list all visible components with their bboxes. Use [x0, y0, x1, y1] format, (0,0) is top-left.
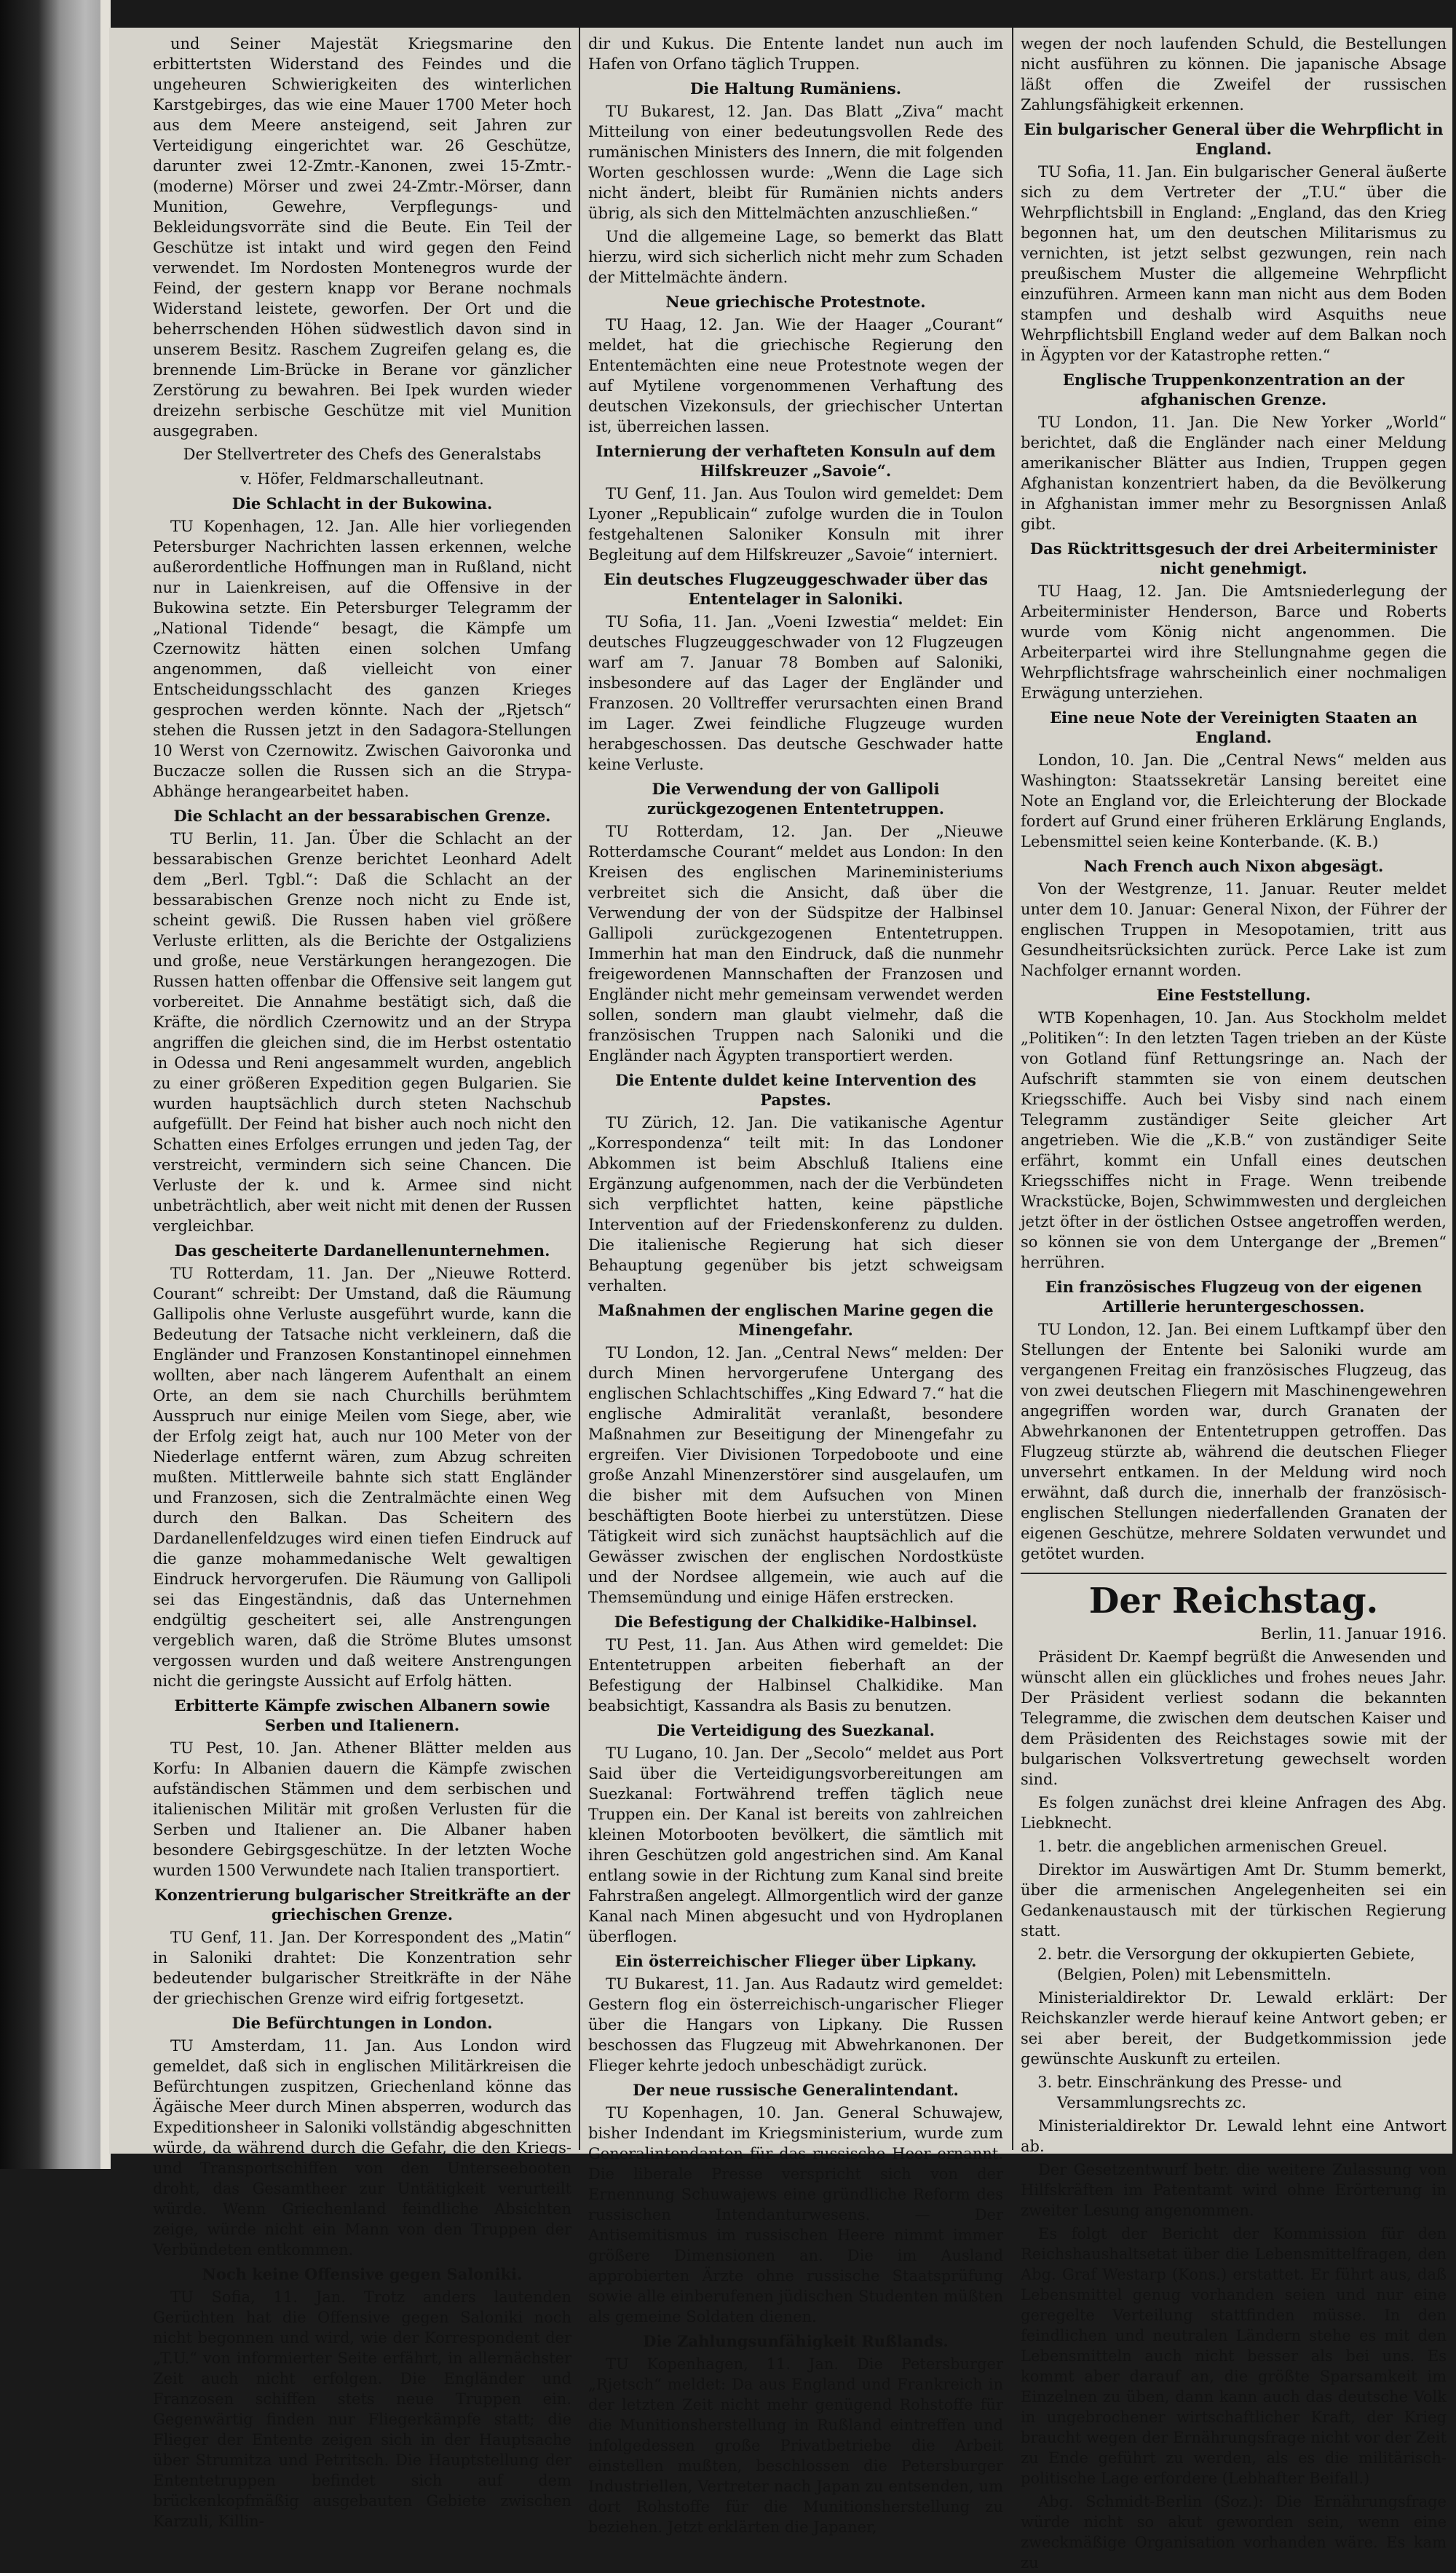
section-masthead: Der Reichstag. — [1088, 1581, 1379, 1621]
headline: Internierung der verhafteten Konsuln auf dem Hilfskreuzer „Savoie“. — [596, 442, 996, 480]
article-text: Von der Westgrenze, 11. Januar. Reuter meldet unter dem 10. Januar: General Nixon, der Führer der englischen Truppen in Mesopotamien, tritt aus Gesundheitsrücksichten zurück. Perce Lake ist zum Nachfolger ernannt worden. — [1021, 880, 1447, 979]
article-text: TU Sofia, 11. Jan. Ein bulgarischer General äußerte sich zu dem Vertreter der „T.U.“ über die Wehrpflichtsbill in England: „England, das den Krieg begonnen hat, um den deutschen Militarismus zu vernichten, ist jetzt selbst gezwungen, rein nach preußischem Muster die allgemeine Wehrpflicht einzuführen. Armeen kann man nicht aus dem Boden stampfen und deshalb wird Asquiths neue Wehrpflichtsbill England weder auf dem Balkan noch in Ägypten vor der Katastrophe retten.“ — [1021, 163, 1447, 364]
article-text: TU Sofia, 11. Jan. Trotz anders lautenden Gerüchten hat die Offensive gegen Saloniki noch nicht begonnen und wird, wie der Korrespondent der „T.U.“ von informierter Seite erfährt, in allernächster Zeit auch nicht erfolgen. Die Engländer und Franzosen schiffen stets neue Truppen ein. Gegenwärtig finden nur Fliegerkämpfe statt; die Flieger der Entente zeigen sich in der Hauptsache über Strumitza und Petritsch. Die Hauptstellung der Ententetruppen befindet sich auf dem brückenkopfmäßig ausgebauten Gebiete zwischen Karzuli, Killin- — [153, 2288, 571, 2530]
article-text: TU Zürich, 12. Jan. Die vatikanische Agentur „Korrespondenza“ teilt mit: In das Londoner Abkommen ist beim Abschluß Italiens eine Ergänzung aufgenommen, nach der die Verbündeten sich verpflichtet hatten, keine päpstliche Intervention auf der Friedenskonferenz zu dulden. Die italienische Regierung hat sich dieser Behauptung gegenüber bis jetzt schweigsam verhalten. — [588, 1114, 1003, 1295]
article-text: TU London, 11. Jan. Die New Yorker „World“ berichtet, daß die Engländer nach einer Meldung amerikanischer Blätter aus Indien, Truppen gegen Afghanistan konzentriert haben, da die Bevölkerung in Afghanistan immer mehr zu Besorgnissen Anlaß gibt. — [1021, 414, 1447, 533]
signature-line: v. Höfer, Feldmarschalleutnant. — [240, 470, 484, 488]
article-text: London, 10. Jan. Die „Central News“ melden aus Washington: Staatssekretär Lansing bereitet eine Note an England vor, die Erleichterung der Blockade fordert auf Grund einer früheren Erklärung Englands, Lebensmittel seien keine Konterbande. (K. B.) — [1021, 751, 1447, 850]
inquiry-item: 3. betr. Einschränkung des Presse- und Versammlungsrechts zc. — [1057, 2072, 1447, 2113]
headline: Noch keine Offensive gegen Saloniki. — [202, 2265, 523, 2283]
article-text: Und die allgemeine Lage, so bemerkt das Blatt hierzu, wird sich sicherlich nicht mehr zum Schaden der Mittelmächte ändern. — [588, 228, 1003, 286]
headline: Die Befürchtungen in London. — [232, 2014, 493, 2032]
headline: Englische Truppenkonzentration an der afghanischen Grenze. — [1062, 371, 1405, 408]
column-3 — [1021, 33, 1447, 2572]
inquiry-item: 1. betr. die angeblichen armenischen Greuel. — [1057, 1836, 1447, 1857]
article-text: Ministerialdirektor Dr. Lewald erklärt: Der Reichskanzler werde hierauf keine Antwort geben; er sei aber bereit, der Budgetkommission jede gewünschte Auskunft zu erteilen. — [1021, 1989, 1447, 2068]
headline: Erbitterte Kämpfe zwischen Albanern sowie Serben und Italienern. — [174, 1696, 550, 1734]
article-text: TU Genf, 11. Jan. Der Korrespondent des „Matin“ in Saloniki drahtet: Die Konzentration sehr bedeutender bulgarischer Streitkräfte in der Nähe der griechischen Grenze wird eifrig fortgesetzt. — [153, 1929, 571, 2007]
headline: Die Verteidigung des Suezkanal. — [657, 1721, 935, 1739]
inquiry-list — [1021, 2072, 1447, 2113]
article-text: Präsident Dr. Kaempf begrüßt die Anwesenden und wünscht allen ein glückliches und frohes neues Jahr. Der Präsident verliest sodann die bekannten Telegramme, die zwischen dem deutschen Kaiser und dem Präsidenten des Reichstages sowie mit der bulgarischen Volksvertretung gewechselt worden sind. — [1021, 1648, 1447, 1788]
headline: Eine Feststellung. — [1156, 986, 1311, 1004]
article-text: Direktor im Auswärtigen Amt Dr. Stumm bemerkt, über die armenischen Angelegenheiten sei ein Gedankenaustausch mit der türkischen Regierung statt. — [1021, 1861, 1447, 1940]
headline: Die Haltung Rumäniens. — [689, 79, 902, 98]
headline: Maßnahmen der englischen Marine gegen die Minengefahr. — [598, 1301, 994, 1339]
article-text: und Seiner Majestät Kriegsmarine den erbittertsten Widerstand des Feindes und die ungeheuren Schwierigkeiten des winterlichen Karstgebirges, das wie eine Mauer 1700 Meter hoch aus dem Meere ansteigend, seit Jahren zur Verteidigung eingerichtet war. 26 Geschütze, darunter zwei 12-Zmtr.-Kanonen, zwei 15-Zmtr.-(moderne) Mörser und zwei 24-Zmtr.-Mörser, dann Munition, Gewehre, Verpflegungs- und Bekleidungsvorräte sind die Beute. Ein Teil der Geschütze ist intakt und wird gegen den Feind verwendet. Im Nordosten Montenegros wurde der Feind, der gestern knapp vor Berane nochmals Widerstand leistete, geworfen. Der Ort und die beherrschenden Höhen südwestlich davon sind in unserem Besitz. Raschem Zugreifen gelang es, die brennende Lim-Brücke in Berane vor gänzlicher Zerstörung zu bewahren. Bei Ipek wurden wieder dreizehn serbische Geschütze mit viel Munition ausgegraben. — [153, 35, 571, 440]
article-text: Es folgen zunächst drei kleine Anfragen des Abg. Liebknecht. — [1021, 1794, 1447, 1832]
article-text: WTB Kopenhagen, 10. Jan. Aus Stockholm meldet „Politiken“: In den letzten Tagen trieben an der Küste von Gotland fünf Rettungsringe an. Nach der Aufschrift stammten sie von einem deutschen Kriegsschiffe. Auch bei Visby sind nach einem Telegramm zuständiger Seite gleicher Art angetrieben. Wie die „K.B.“ von zuständiger Seite erfährt, kommt ein Unfall eines deutschen Kriegsschiffes nicht in Frage. Wenn treibende Wrackstücke, Bojen, Schwimmwesten und dergleichen jetzt öfter in der östlichen Ostsee angetroffen werden, so können sie von dem Untergange der „Bremen“ herrühren. — [1021, 1009, 1447, 1271]
column-rule — [579, 28, 580, 2150]
article-text: TU Rotterdam, 12. Jan. Der „Nieuwe Rotterdamsche Courant“ meldet aus London: In den Kreisen des englischen Marineministeriums verbreitet sich die Ansicht, daß über die Verwendung der von der Südspitze der Halbinsel Gallipoli zurückgezogenen Ententetruppen. Immerhin hat man den Eindruck, daß die nunmehr freigewordenen Mannschaften der Franzosen und Engländer nicht mehr gemeinsam verwendet werden sollen, sondern man glaubt vielmehr, daß die französischen Truppen nach Saloniki und die Engländer nach Ägypten transportiert werden. — [588, 823, 1003, 1064]
headline: Nach French auch Nixon abgesägt. — [1083, 857, 1384, 875]
headline: Neue griechische Protestnote. — [665, 293, 926, 311]
article-text: TU Pest, 10. Jan. Athener Blätter melden aus Korfu: In Albanien dauern die Kämpfe zwischen aufständischen Stämmen und dem serbischen und italienischen Militär mit großen Verlusten für die Serben und Italiener an. Die Albaner haben besondere Gebirgsgeschütze. In der letzten Woche wurden 1500 Verwundete nach Italien transportiert. — [153, 1739, 571, 1879]
article-text: TU Bukarest, 11. Jan. Aus Radautz wird gemeldet: Gestern flog ein österreichisch-ungarischer Flieger über die Hangars von Lipkany. Die Russen beschossen das Flugzeug mit Abwehrkanonen. Der Flieger kehrte jedoch unbeschädigt zurück. — [588, 1975, 1003, 2074]
inquiry-item: 2. betr. die Versorgung der okkupierten Gebiete, (Belgien, Polen) mit Lebensmitteln. — [1057, 1944, 1447, 1985]
article-text: TU Haag, 12. Jan. Wie der Haager „Courant“ meldet, hat die griechische Regierung den Ententemächten eine neue Protestnote wegen der auf Mytilene vorgenommenen Verhaftung des deutschen Vizekonsuls, der griechischer Untertan ist, überreichen lassen. — [588, 316, 1003, 435]
headline: Eine neue Note der Vereinigten Staaten an England. — [1050, 708, 1417, 746]
article-text: TU Sofia, 11. Jan. „Voeni Izwestia“ meldet: Ein deutsches Flugzeuggeschwader von 12 Flugzeugen warf am 7. Januar 78 Bomben auf Saloniki, insbesondere auf das Lager der Engländer und Franzosen. 20 Volltreffer verursachten einen Brand im Lager. Zwei feindliche Flugzeuge wurden herabgeschossen. Das deutsche Geschwader hatte keine Verluste. — [588, 613, 1003, 773]
headline: Konzentrierung bulgarischer Streitkräfte an der griechischen Grenze. — [154, 1886, 571, 1924]
headline: Ein österreichischer Flieger über Lipkany. — [614, 1952, 977, 1970]
article-text: Abg. Schmidt-Berlin (Soz.): Die Ernährungsfrage würde nicht so akut geworden sein, wenn eine zweckmäßige Organisation vorhanden wäre. Es kam zu — [1021, 2493, 1447, 2572]
article-text: TU Haag, 12. Jan. Die Amtsniederlegung der Arbeiterminister Henderson, Barce und Roberts wurde vom König nicht angenommen. Die Arbeiterpartei wird ihre Stellungnahme gegen die Wehrpflichtsfrage wahrscheinlich einer nochmaligen Erwägung unterziehen. — [1021, 582, 1447, 702]
article-text: TU Genf, 11. Jan. Aus Toulon wird gemeldet: Dem Lyoner „Republicain“ zufolge wurden die in Toulon festgehaltenen Saloniker Konsuln mit ihrer Begleitung auf dem Hilfskreuzer „Savoie“ interniert. — [588, 485, 1003, 564]
headline: Ein bulgarischer General über die Wehrpflicht in England. — [1024, 120, 1444, 158]
article-text: TU Pest, 11. Jan. Aus Athen wird gemeldet: Die Ententetruppen arbeiten fieberhaft an der Befestigung der Halbinsel Chalkidike. Man beabsichtigt, Kassandra als Basis zu benutzen. — [588, 1636, 1003, 1715]
article-text: TU Berlin, 11. Jan. Über die Schlacht an der bessarabischen Grenze berichtet Leonhard Adelt dem „Berl. Tgbl.“: Daß die Schlacht an der bessarabischen Grenze noch nicht zu Ende ist, scheint gewiß. Die Russen haben viel größere Verluste erlitten, als die Berichte der Ostgaliziens und große, neue Verstärkungen herangezogen. Die Russen hatten offenbar die Offensive seit langem gut vorbereitet. Die Annahme bestätigt sich, daß die Kräfte, die nördlich Czernowitz und an der Strypa angriffen die gleichen sind, die im Herbst ostentatio in Odessa und Reni angesammelt wurden, angeblich zu einer größeren Expedition gegen Bulgarien. Sie wurden hauptsächlich durch steten Nachschub aufgefüllt. Der Feind hat bisher auch noch nicht den Schatten eines Erfolges errungen und jeden Tag, der verstreicht, vermindern sich seine Chancen. Die Verluste der k. und k. Armee sind nicht unbeträchtlich, aber weit nicht mit denen der Russen vergleichbar. — [153, 830, 571, 1235]
article-text: TU Amsterdam, 11. Jan. Aus London wird gemeldet, daß sich in englischen Militärkreisen die Befürchtungen zuspitzen, Griechenland könne das Ägäische Meer durch Minen absperren, wodurch das Expeditionsheer in Saloniki vollständig abgeschnitten würde, da während durch die Gefahr, die den Kriegs- und Transportschiffen von den Unterseebooten droht, das Gesamtheer zur Untätigkeit verurteilt würde. Wenn Griechenland feindliche Absichten zeige, würde nicht ein Mann von den Truppen der Verbündeten entkommen. — [153, 2037, 571, 2258]
headline: Die Schlacht an der bessarabischen Grenze. — [173, 807, 551, 825]
article-text: Es folgt der Bericht der Kommission für den Reichshaushaltsetat über die Lebensmittelfragen, den Abg. Graf Westarp (Kons.) erstattet. Er führt aus, daß Lebensmittel genug vorhanden seien und nur eine geregelte Verteilung stattfinden müsse. In den feindlichen und neutralen Ländern stehe es mit den Lebensmitteln auch nicht besser als bei uns. Es kommt aber darauf an, die größte Sparsamkeit im Einzelnen zu üben, dann kann auch das deutsche Volk in ungebrochener wirtschaftlicher Kraft, der Krieg braucht wegen der Ernährungsfrage nicht vor der Zeit zu Ende geführt zu werden, als es die militärisch-politische Lage erfordere (Lebhafter Beifall.) — [1021, 2225, 1447, 2487]
article-text: Der Gesetzentwurf betr. die weitere Zulassung von Hilfskräften im Patentamt wird ohne Erörterung in zweiter Lesung angenommen. — [1021, 2161, 1447, 2219]
article-text: TU Kopenhagen, 10. Jan. General Schuwajew, bisher Indendant im Kriegsministerium, wurde zum Generalintendanten für das russische Heer ernannt. Die liberale Presse verspricht sich von der Ernennung Schuwajews eine gründliche Reform des russischen Intendanturwesens. — Der Antisemitismus im russischen Heere nimmt immer größere Dimensionen an. Die im Ausland approbierten Ärzte ohne russische Staatsprüfung sowie alle einberufenen jüdischen Studenten müßten als gemeine Soldaten dienen. — [588, 2104, 1003, 2325]
headline: Das gescheiterte Dardanellenunternehmen. — [174, 1241, 550, 1260]
article-text: TU Rotterdam, 11. Jan. Der „Nieuwe Rotterd. Courant“ schreibt: Der Umstand, daß die Räumung Gallipolis ohne Verluste ausgeführt wurde, kann die Bedeutung der Tatsache nicht verkleinern, daß die Engländer und Franzosen Konstantinopel einnehmen wollten, aber nach längerem Aufenthalt an einem Orte, an dem sie nach Churchills berühmtem Ausspruch nur einige Meilen vom Siege, aber, wie der Erfolg zeigt hat, auch nur 100 Meter von der Niederlage entfernt wären, zum Abzug schreiten mußten. Mittlerweile bahnte sich statt Engländer und Franzosen, sich die Zentralmächte einen Weg durch den Balkan. Das Scheitern des Dardanellenfeldzuges wird einen tiefen Eindruck auf die ganze mohammedanische Welt gewaltigen Eindruck hervorgerufen. Die Räumung von Gallipoli sei das Eingeständnis, daß das Unternehmen endgültig gescheitert sei, alle Anstrengungen vergeblich waren, daß die Ströme Blutes umsonst vergossen wurden und daß weitere Anstrengungen nicht die geringste Aussicht auf Erfolg hätten. — [153, 1265, 571, 1690]
headline: Ein französisches Flugzeug von der eigenen Artillerie heruntergeschossen. — [1045, 1278, 1423, 1316]
book-binding — [0, 0, 109, 2169]
section-divider — [1021, 1573, 1447, 1574]
headline: Der neue russische Generalintendant. — [633, 2081, 959, 2099]
column-2 — [588, 33, 1003, 2536]
article-text: wegen der noch laufenden Schuld, die Bestellungen nicht ausführen zu können. Die japanische Absage läßt offen die Zweifel der russischen Zahlungsfähigkeit erkennen. — [1021, 35, 1447, 114]
headline: Ein deutsches Flugzeuggeschwader über das Ententelager in Saloniki. — [604, 570, 988, 608]
signature-line: Der Stellvertreter des Chefs des Generalstabs — [183, 446, 542, 463]
article-text: Ministerialdirektor Dr. Lewald lehnt eine Antwort ab. — [1021, 2117, 1447, 2155]
headline: Die Schlacht in der Bukowina. — [232, 494, 493, 513]
article-text: dir und Kukus. Die Entente landet nun auch im Hafen von Orfano täglich Truppen. — [588, 35, 1003, 73]
article-text: TU London, 12. Jan. Bei einem Luftkampf über den Stellungen der Entente bei Saloniki wurde am vergangenen Freitag ein französisches Flugzeug, das von zwei deutschen Fliegern mit Maschinengewehren angegriffen worden war, durch Granaten der Abwehrkanonen der Ententetruppen getroffen. Das Flugzeug stürzte ab, während die deutschen Flieger unversehrt entkamen. In der Meldung wird noch erwähnt, daß durch die, innerhalb der französisch-englischen Stellungen niederfallenden Granaten der eigenen Geschütze, mehrere Soldaten verwundet und getötet wurden. — [1021, 1321, 1447, 1562]
newspaper-page — [109, 28, 1452, 2572]
article-text: TU Kopenhagen, 12. Jan. Alle hier vorliegenden Petersburger Nachrichten lassen erkennen, welche außerordentliche Hoffnungen man in Rußland, nicht nur in Laienkreisen, auf die Offensive in der Bukowina setzte. Ein Petersburger Telegramm der „National Tidende“ besagt, die Kämpfe um Czernowitz hätten einen solchen Umfang angenommen, daß vielleicht von einer Entscheidungsschlacht des ganzen Krieges gesprochen werden könnte. Nach der „Rjetsch“ stehen die Russen jetzt in den Sadagora-Stellungen 10 Werst von Czernowitz. Zwischen Gaivoronka und Buczacze sollen die Russen sich an die Strypa-Abhänge herangearbeitet haben. — [153, 518, 571, 800]
inquiry-list — [1021, 1836, 1447, 1857]
headline: Das Rücktrittsgesuch der drei Arbeiterminister nicht genehmigt. — [1029, 540, 1438, 577]
article-text: TU Kopenhagen, 11. Jan. Die Petersburger „Rjetsch“ meldet: Da aus England und Frankreich in der letzten Zeit nicht mehr genügend Rohstoffe für die Munitionsherstellung in Rußland eintreffen und infolgedessen große Privatbetriebe die Arbeit einstellen mußten, beschlossen die Petersburger Industriellen, Vertreter nach Japan zu entsenden, um dort Rohstoffe für die Munitionsherstellung zu beziehen. Jetzt erklärten die Japaner, — [588, 2355, 1003, 2536]
headline: Die Entente duldet keine Intervention des Papstes. — [615, 1071, 976, 1109]
column-rule — [1012, 28, 1013, 2150]
headline: Die Verwendung der von Gallipoli zurückgezogenen Ententetruppen. — [646, 780, 945, 818]
article-text: TU London, 12. Jan. „Central News“ melden: Der durch Minen hervorgerufene Untergang des englischen Schlachtschiffes „King Edward 7.“ hat die englische Admiralität veranlaßt, besondere Maßnahmen zur Beseitigung der Minengefahr zu ergreifen. Vier Divisionen Torpedoboote und eine große Anzahl Minenzerstörer sind ausgelaufen, um die bisher mit dem Aufsuchen von Minen beschäftigten Boote hierbei zu unterstützen. Diese Tätigkeit wird sich zunächst hauptsächlich auf die Gewässer zwischen der englischen Nordostküste und der Nordsee allgemein, wie auch auf die Themsemündung und einige Häfen erstrecken. — [588, 1344, 1003, 1606]
headline: Die Befestigung der Chalkidike-Halbinsel. — [614, 1613, 978, 1631]
headline: Die Zahlungsunfähigkeit Rußlands. — [643, 2332, 949, 2350]
inquiry-list — [1021, 1944, 1447, 1985]
article-text: TU Lugano, 10. Jan. Der „Secolo“ meldet aus Port Said über die Verteidigungsvorbereitungen am Suezkanal: Fortwährend treffen täglich neue Truppen ein. Der Kanal ist bereits von zahlreichen kleinen Motorbooten bevölkert, die sämtlich mit ihren Geschützen gold angestrichen sind. Am Kanal entlang sowie in der Richtung zum Kanal sind breite Fahrstraßen angelegt. Allmorgentlich wird der ganze Kanal nach Minen abgesucht und von Hydroplanen überflogen. — [588, 1744, 1003, 1945]
column-1 — [153, 33, 571, 2530]
dateline: Berlin, 11. Januar 1916. — [1260, 1625, 1447, 1643]
article-text: TU Bukarest, 12. Jan. Das Blatt „Ziva“ macht Mitteilung von einer bedeutungsvollen Rede des rumänischen Ministers des Innern, die mit folgenden Worten geschlossen wurde: „Wenn die Lage sich nicht ändert, bleibt für Rumänien nichts anders übrig, als sich den Mittelmächten anzuschließen.“ — [588, 103, 1003, 222]
